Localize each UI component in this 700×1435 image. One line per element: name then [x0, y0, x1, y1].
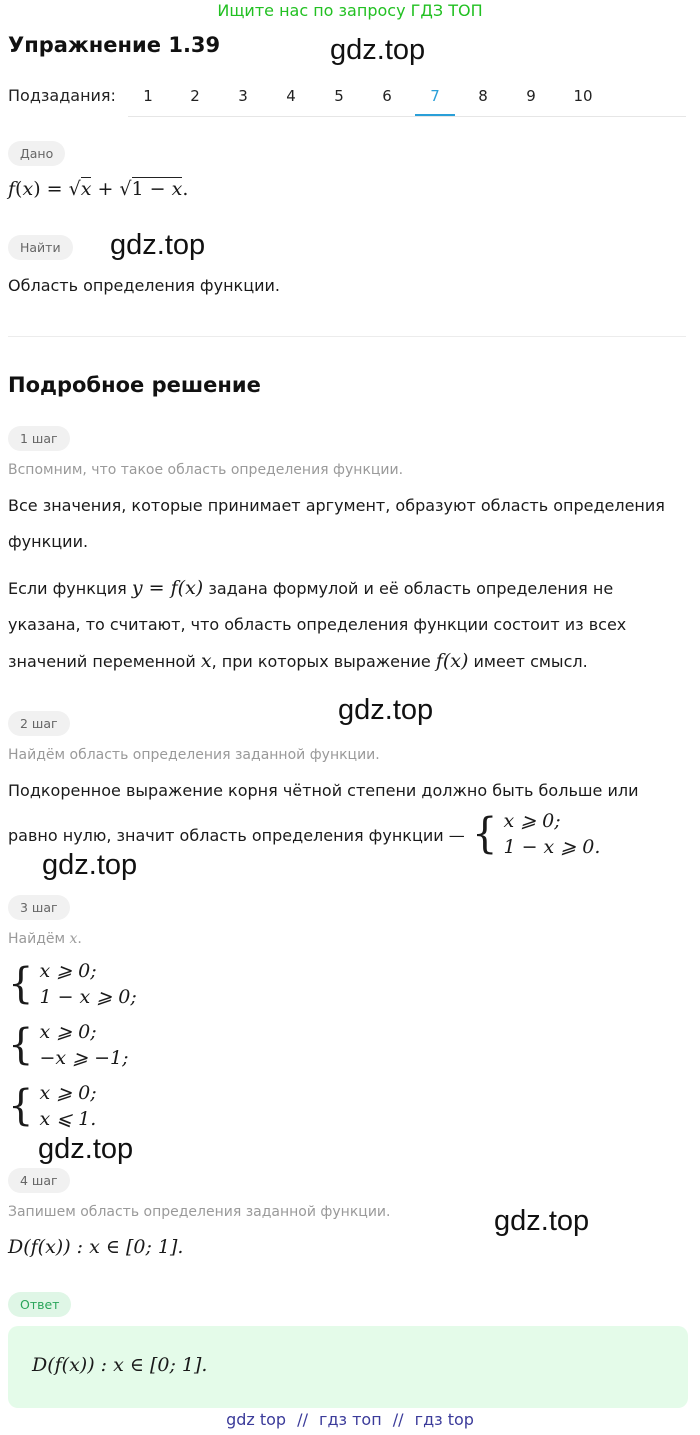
answer-formula: D(f(x)) : x ∈ [0; 1].	[32, 1354, 208, 1376]
tab-subtask-4[interactable]: 4	[286, 87, 296, 105]
watermark: gdz.top	[38, 1133, 134, 1165]
step3-system-3: { x ⩾ 0; x ⩽ 1.	[8, 1081, 97, 1131]
tab-subtask-8[interactable]: 8	[478, 87, 488, 105]
step4-chip: 4 шаг	[8, 1168, 70, 1193]
watermark: gdz.top	[338, 694, 434, 726]
step1-chip: 1 шаг	[8, 426, 70, 451]
tab-subtask-10[interactable]: 10	[573, 87, 593, 105]
divider	[8, 336, 686, 337]
subtasks-tabs	[128, 78, 686, 117]
step3-system-1: { x ⩾ 0; 1 − x ⩾ 0;	[8, 959, 137, 1009]
tab-subtask-1[interactable]: 1	[143, 87, 153, 105]
watermark: gdz.top	[330, 34, 426, 66]
footer-links	[0, 1410, 700, 1429]
footer-link[interactable]: gdz top	[226, 1410, 287, 1429]
footer-separator: //	[392, 1410, 404, 1429]
tab-subtask-3[interactable]: 3	[238, 87, 248, 105]
step4-hint: Запишем область определения заданной функции.	[8, 1204, 391, 1220]
find-text: Область определения функции.	[8, 276, 280, 295]
search-banner: Ищите нас по запросу ГДЗ ТОП	[217, 1, 483, 20]
page-title: Упражнение 1.39	[8, 33, 221, 57]
subtasks-label: Подзадания:	[8, 86, 116, 105]
step4-formula: D(f(x)) : x ∈ [0; 1].	[8, 1236, 184, 1258]
tab-subtask-7[interactable]: 7	[415, 78, 455, 116]
footer-separator: //	[297, 1410, 308, 1429]
step2-system: { x ⩾ 0; 1 − x ⩾ 0.	[472, 809, 601, 859]
footer-link[interactable]: гдз топ	[319, 1410, 382, 1429]
step3-chip: 3 шаг	[8, 895, 70, 920]
step2-paragraph2: равно нулю, значит область определения функции —	[8, 826, 465, 845]
tab-subtask-9[interactable]: 9	[526, 87, 536, 105]
step1-paragraph1: Все значения, которые принимает аргумент, образуют область определения функции.	[8, 496, 665, 551]
watermark: gdz.top	[42, 849, 138, 881]
footer-link[interactable]: гдз top	[414, 1410, 474, 1429]
tab-subtask-6[interactable]: 6	[382, 87, 392, 105]
step1-paragraph2: Если функция y = f(x) задана формулой и её область определения не указана, то считают, что область определения функции состоит из всех значений переменной x, при которых выражение f(x) имеет смысл.	[8, 577, 627, 672]
step1-hint: Вспомним, что такое область определения функции.	[8, 462, 404, 478]
answer-chip: Ответ	[8, 1292, 71, 1317]
tab-subtask-5[interactable]: 5	[334, 87, 344, 105]
step2-paragraph1: Подкоренное выражение корня чётной степени должно быть больше или	[8, 781, 639, 800]
find-chip: Найти	[8, 235, 73, 260]
step3-system-2: { x ⩾ 0; −x ⩾ −1;	[8, 1020, 129, 1070]
given-formula: f(x) = √x + √1 − x.	[8, 178, 189, 200]
solution-title: Подробное решение	[8, 373, 261, 397]
step2-hint: Найдём область определения заданной функции.	[8, 747, 380, 763]
answer-box	[8, 1326, 688, 1408]
step3-hint: Найдём x.	[8, 931, 82, 947]
watermark: gdz.top	[110, 229, 206, 261]
tab-subtask-2[interactable]: 2	[190, 87, 200, 105]
watermark: gdz.top	[494, 1205, 590, 1237]
given-chip: Дано	[8, 141, 65, 166]
step2-chip: 2 шаг	[8, 711, 70, 736]
